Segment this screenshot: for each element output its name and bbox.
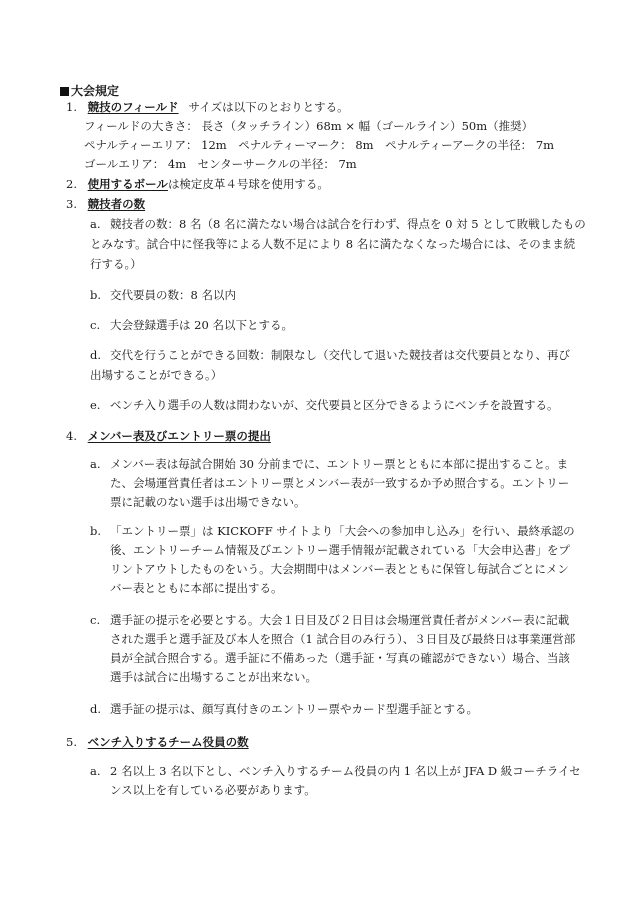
item-4a-line-1: a. メンバー表は毎試合開始 30 分前までに、エントリー票とともに本部に提出すること。ま — [90, 457, 569, 471]
item-4b-line-1: b. 「エントリー票」は KICKOFF サイトより「大会への参加申し込み」を行い、最終承認の — [90, 524, 575, 538]
item-4d: d. 選手証の提示は、顔写真付きのエントリー票やカード型選手証とする。 — [90, 702, 478, 716]
item-3e: e. ベンチ入り選手の人数は問わないが、交代要員と区分できるようにベンチを設置する。 — [90, 398, 559, 412]
item-4c-line-2: された選手と選手証及び本人を照合（1 試合目のみ行う）、３日目及び最終日は事業運営部 — [110, 632, 576, 646]
item-3d-line-2: 出場することができる。） — [90, 368, 223, 382]
section-5-heading: 5. ベンチ入りするチーム役員の数 — [66, 735, 249, 749]
section-4-heading: 4. メンバー表及びエントリー票の提出 — [66, 429, 271, 443]
document-title: 大会規定 — [60, 82, 119, 100]
item-4c-line-3: 員が全試合照合する。選手証に不備あった（選手証・写真の確認ができない）場合、当該 — [110, 651, 570, 665]
section-1-heading: 1. 競技のフィールド サイズは以下のとおりとする。 — [66, 100, 349, 114]
field-size-line: フィールドの大きさ： 長さ（タッチライン）68m × 幅（ゴールライン）50m（推奨） — [84, 119, 534, 133]
penalty-area-line: ペナルティーエリア： 12m ペナルティーマーク： 8m ペナルティーアークの半径： 7m — [84, 138, 555, 152]
section-2-heading: 2. 使用するボールは検定皮革４号球を使用する。 — [66, 177, 329, 191]
goal-area-line: ゴールエリア： 4m センターサークルの半径： 7m — [84, 157, 357, 171]
item-3d-line-1: d. 交代を行うことができる回数：制限なし（交代して退いた競技者は交代要員となり、再び — [90, 348, 570, 362]
item-4c-line-4: 選手は試合に出場することが出来ない。 — [110, 670, 317, 684]
section-3-heading: 3. 競技者の数 — [66, 197, 146, 211]
item-5a-line-1: a. 2 名以上 3 名以下とし、ベンチ入りするチーム役員の内 1 名以上が JFA D 級コーチライセ — [90, 764, 581, 778]
item-3c: c. 大会登録選手は 20 名以下とする。 — [90, 318, 293, 332]
item-3a-line-1: a. 競技者の数：8 名（8 名に満たない場合は試合を行わず、得点を 0 対 5 として敗戦したもの — [90, 217, 586, 231]
item-4b-line-4: バー表とともに本部に提出する。 — [110, 581, 283, 595]
item-4a-line-3: 票に記載のない選手は出場できない。 — [110, 495, 306, 509]
item-4b-line-3: リントアウトしたものをいう。大会期間中はメンバー表とともに保管し毎試合ごとにメン — [110, 562, 569, 576]
item-5a-line-2: ンス以上を有している必要があります。 — [110, 783, 316, 797]
item-4c-line-1: c. 選手証の提示を必要とする。大会１日目及び２日目は会場運営責任者がメンバー表に記載 — [90, 613, 570, 627]
item-3a-line-3: 行する。） — [90, 257, 142, 271]
item-4a-line-2: た、会場運営責任者はエントリー票とメンバー表が一致するか予め照合する。エントリー — [110, 476, 570, 490]
item-3b: b. 交代要員の数：8 名以内 — [90, 288, 236, 302]
item-3a-line-2: とみなす。試合中に怪我等による人数不足により 8 名に満たなくなった場合には、そのまま続 — [90, 237, 576, 251]
item-4b-line-2: 後、エントリーチーム情報及びエントリー選手情報が記載されている「大会申込書」をプ — [110, 543, 570, 557]
black-square-icon — [60, 87, 69, 96]
